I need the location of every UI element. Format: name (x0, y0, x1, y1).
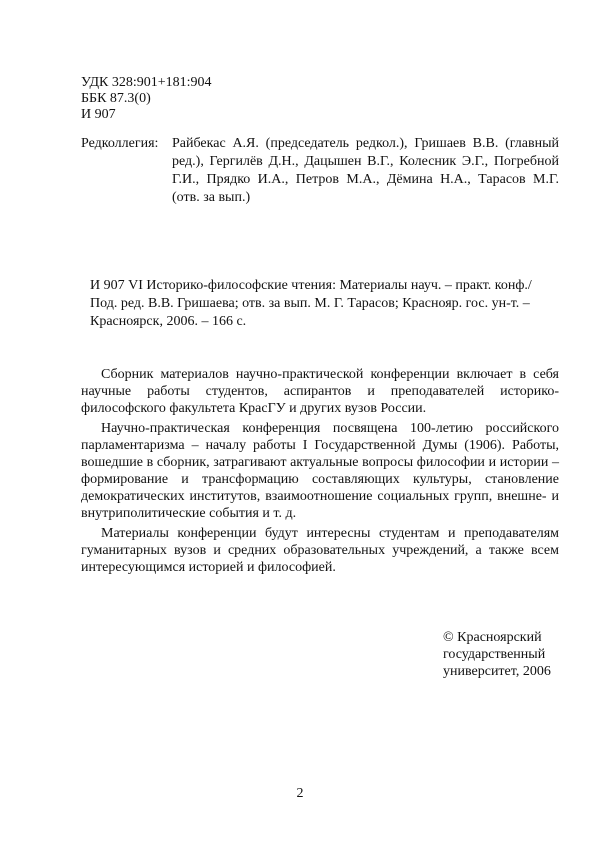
bibliographic-line: Красноярск, 2006. – 166 с. (90, 314, 247, 329)
classification-codes (81, 75, 212, 123)
page-number: 2 (296, 786, 304, 801)
editorial-board-label: Редколлегия: (81, 136, 159, 151)
bbk-code: ББК 87.3(0) (81, 91, 151, 106)
abstract-paragraph: Научно-практическая конференция посвящена 100-летию российского парламентаризма – началу работы I Государственной Думы (1906). Работы, вошедшие в сборник, затрагивают актуальные вопросы философии и истории – формирование и трансформацию составляющих культуры, становление демократических институтов, взаимоотношение социальных групп, внешне- и внутриполитические события и т. д. (81, 421, 559, 521)
bibliographic-line: И 907 VI Историко-философские чтения: Материалы науч. – практ. конф./ (90, 278, 532, 293)
abstract-paragraph: Сборник материалов научно-практической конференции включает в себя научные работы студентов, аспирантов и преподавателей историко-философского факультета КрасГУ и других вузов России. (81, 367, 559, 416)
copyright-line: университет, 2006 (443, 664, 551, 679)
copyright-line: государственный (443, 647, 546, 662)
udk-code: УДК 328:901+181:904 (81, 75, 212, 90)
copyright-line: © Красноярский (443, 630, 542, 645)
bibliographic-record (90, 277, 568, 331)
abstract-paragraph: Материалы конференции будут интересны студентам и преподавателям гуманитарных вузов и средних образовательных учреждений, а также всем интересующимся историей и философией. (81, 526, 559, 575)
author-index: И 907 (81, 107, 116, 122)
editorial-board-members: Райбекас А.Я. (председатель редкол.), Гришаев В.В. (главный ред.), Гергилёв Д.Н., Дацышен В.Г., Колесник Э.Г., Погребной Г.И., Прядко И.А., Петров М.А., Дёмина Н.А., Тарасов М.Г. (отв. за вып.) (172, 136, 559, 205)
abstract (81, 366, 559, 579)
bibliographic-line: Под. ред. В.В. Гришаева; отв. за вып. М. Г. Тарасов; Краснояр. гос. ун-т. – (90, 296, 530, 311)
editorial-board (81, 135, 559, 207)
copyright-notice (443, 629, 551, 680)
